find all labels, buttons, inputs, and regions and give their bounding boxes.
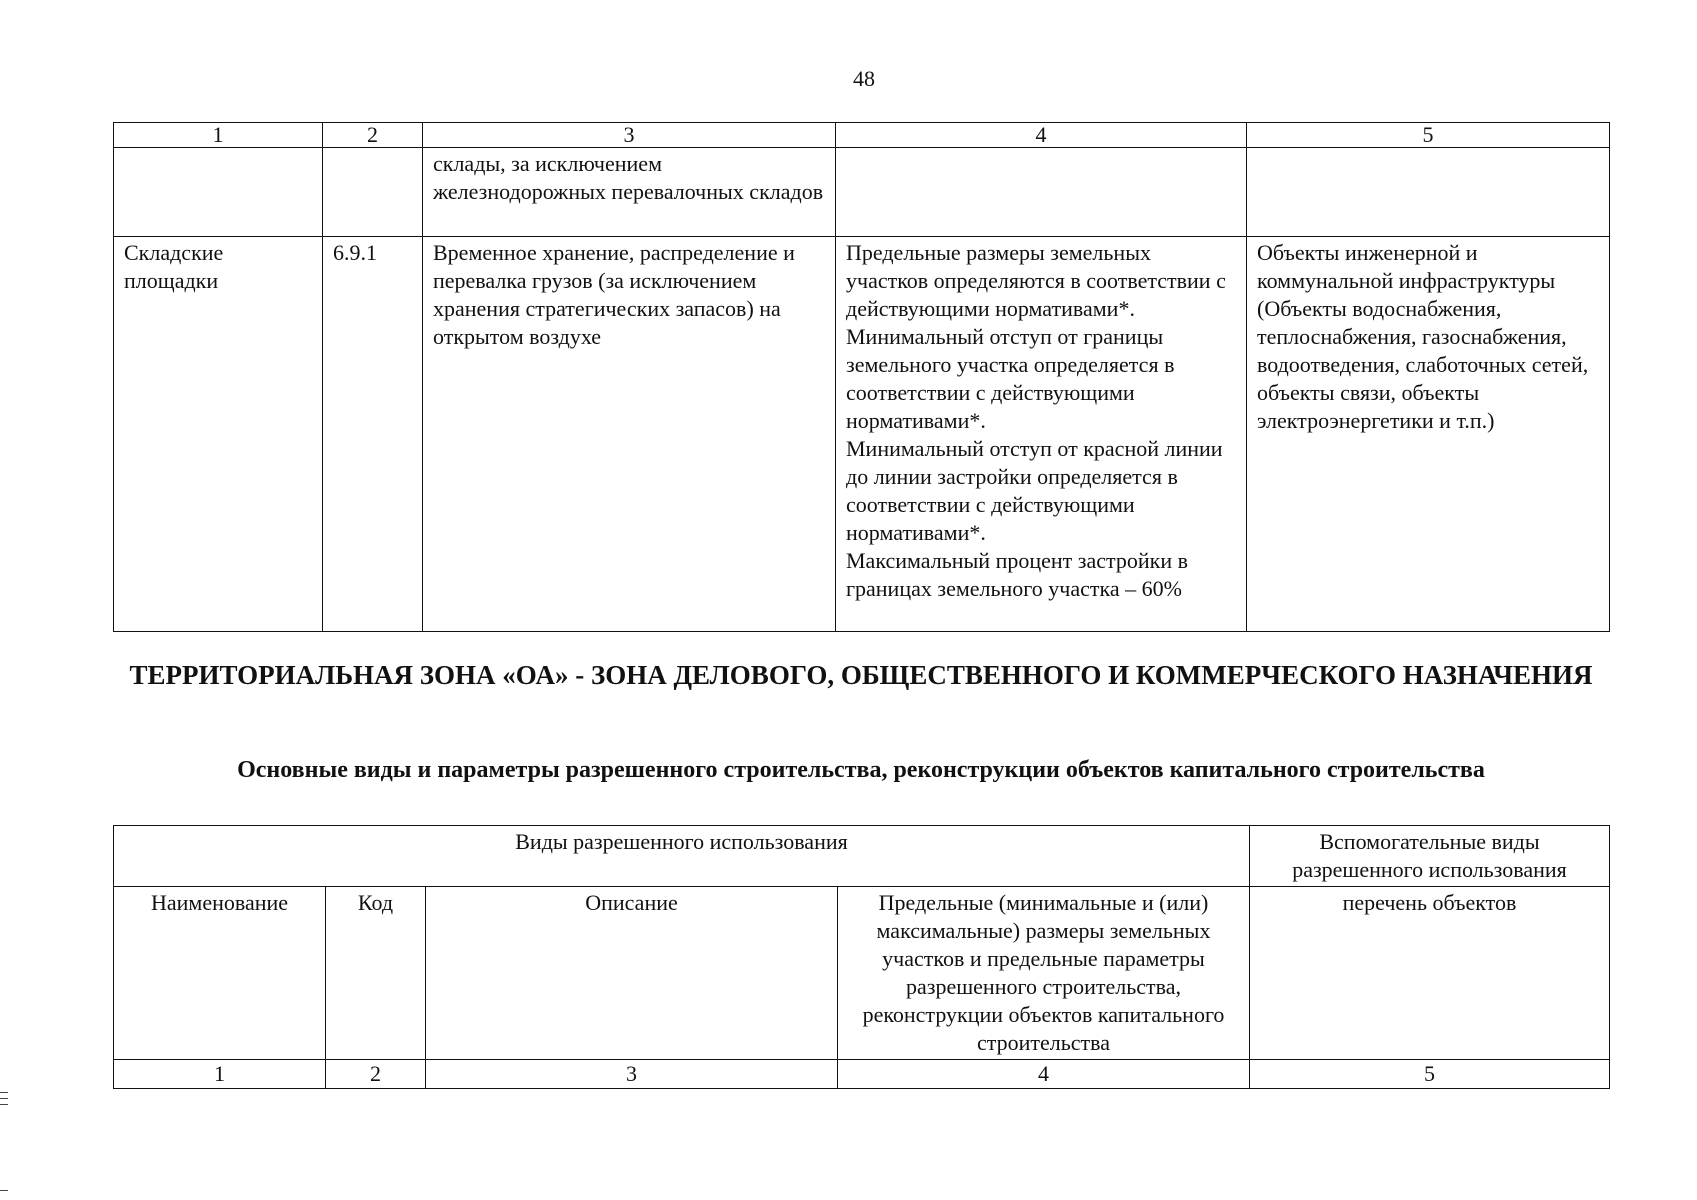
- land-use-table-continued: [113, 122, 1610, 632]
- use-description-cell: склады, за исключением железнодорожных перевалочных складов: [423, 148, 836, 237]
- use-code-cell: [323, 148, 423, 237]
- table-row: [114, 237, 1610, 632]
- use-code-cell: 6.9.1: [323, 237, 423, 632]
- objects-list-header: перечень объектов: [1250, 887, 1610, 1060]
- column-number-3: 3: [423, 123, 836, 148]
- zone-title: ТЕРРИТОРИАЛЬНАЯ ЗОНА «ОА» - ЗОНА ДЕЛОВОГО, ОБЩЕСТВЕННОГО И КОММЕРЧЕСКОГО НАЗНАЧЕНИЯ: [129, 660, 1593, 690]
- use-description-cell: Временное хранение, распределение и перевалка грузов (за исключением хранения стратегических запасов) на открытом воздухе: [423, 237, 836, 632]
- code-header: Код: [326, 887, 426, 1060]
- scan-margin-mark: [0, 1098, 8, 1099]
- land-use-table-header: [113, 825, 1610, 1089]
- column-header-row: [114, 887, 1610, 1060]
- scan-margin-mark: [0, 1092, 8, 1093]
- column-number-row: [114, 1060, 1610, 1089]
- auxiliary-uses-cell: Объекты инженерной и коммунальной инфраструктуры (Объекты водоснабжения, теплоснабжения, газоснабжения, водоотведения, слаботочных сетей, объекты связи, объекты электроэнергетики и т.п.): [1247, 237, 1610, 632]
- column-number-2: 2: [323, 123, 423, 148]
- use-name-cell: Складские площадки: [114, 237, 323, 632]
- column-number-1: 1: [114, 1060, 326, 1089]
- name-header: Наименование: [114, 887, 326, 1060]
- column-number-4: 4: [838, 1060, 1250, 1089]
- section-title: Основные виды и параметры разрешенного строительства, реконструкции объектов капитального строительства: [237, 757, 1485, 783]
- description-header: Описание: [426, 887, 838, 1060]
- table-row: [114, 148, 1610, 237]
- auxiliary-uses-header: Вспомогательные виды разрешенного использования: [1250, 826, 1610, 887]
- column-number-5: 5: [1250, 1060, 1610, 1089]
- column-number-1: 1: [114, 123, 323, 148]
- auxiliary-uses-cell: [1247, 148, 1610, 237]
- use-name-cell: [114, 148, 323, 237]
- column-number-5: 5: [1247, 123, 1610, 148]
- group-header-row: [114, 826, 1610, 887]
- permitted-uses-header: Виды разрешенного использования: [114, 826, 1250, 887]
- scan-margin-mark: [0, 1104, 8, 1105]
- column-number-2: 2: [326, 1060, 426, 1089]
- column-number-3: 3: [426, 1060, 838, 1089]
- parameters-cell: [836, 148, 1247, 237]
- scan-margin-mark: [0, 1190, 8, 1191]
- parameters-cell: Предельные размеры земельных участков определяются в соответствии с действующими нормативами*. Минимальный отступ от границы земельного участка определяется в соответствии с действующими нормативами*. Минимальный отступ от красной линии до линии застройки определяется в соответствии с действующими нормативами*. Максимальный процент застройки в границах земельного участка – 60%: [836, 237, 1247, 632]
- column-number-4: 4: [836, 123, 1247, 148]
- page-number: 48: [853, 66, 875, 91]
- parameters-header: Предельные (минимальные и (или) максимальные) размеры земельных участков и предельные параметры разрешенного строительства, реконструкции объектов капитального строительства: [838, 887, 1250, 1060]
- column-number-row: [114, 123, 1610, 148]
